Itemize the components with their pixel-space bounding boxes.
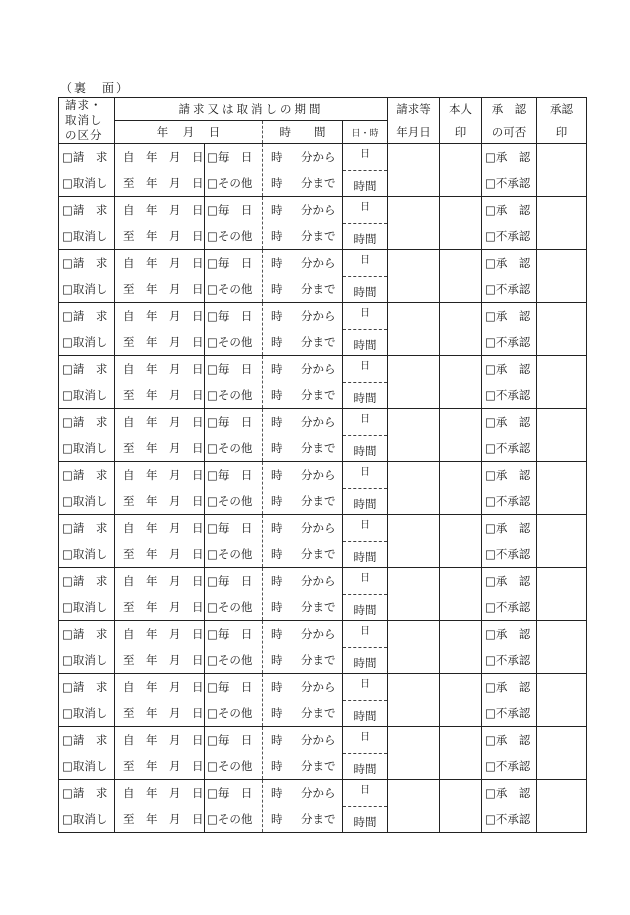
frequency-cell xyxy=(205,144,263,197)
request-date-cell[interactable] xyxy=(388,727,440,780)
frequency-cell xyxy=(205,515,263,568)
other-checkbox[interactable]: □その他 xyxy=(207,282,253,296)
request-date-header-top: 請求等 xyxy=(388,98,440,121)
kubun-cell xyxy=(59,144,115,197)
time-range-cell[interactable]: 時 分から 時 分まで xyxy=(263,780,343,833)
request-row xyxy=(59,356,587,409)
disapprove-checkbox[interactable]: □不承認 xyxy=(485,600,531,614)
request-row xyxy=(59,515,587,568)
request-row xyxy=(59,197,587,250)
approval-seal-cell[interactable] xyxy=(537,303,587,356)
approve-checkbox[interactable]: □承 認 xyxy=(485,733,531,747)
cancel-checkbox[interactable]: □取消し xyxy=(62,388,108,402)
date-range-cell[interactable]: 自 年 月 日 至 年 月 日 xyxy=(115,197,205,250)
request-date-cell[interactable] xyxy=(388,303,440,356)
approval-cell xyxy=(482,462,537,515)
disapprove-checkbox[interactable]: □不承認 xyxy=(485,282,531,296)
seal-cell[interactable] xyxy=(440,303,482,356)
approval-header-bottom: の可否 xyxy=(482,121,537,144)
time-range-cell[interactable]: 時 分から 時 分まで xyxy=(263,303,343,356)
seal-cell[interactable] xyxy=(440,462,482,515)
kubun-cell xyxy=(59,515,115,568)
frequency-cell xyxy=(205,356,263,409)
kubun-cell xyxy=(59,462,115,515)
duration-cell[interactable]: 日 時間 xyxy=(343,144,388,197)
request-row xyxy=(59,674,587,727)
frequency-cell xyxy=(205,674,263,727)
disapprove-checkbox[interactable]: □不承認 xyxy=(485,335,531,349)
daily-checkbox[interactable]: □毎 日 xyxy=(207,309,253,323)
date-range-cell[interactable]: 自 年 月 日 至 年 月 日 xyxy=(115,303,205,356)
approval-seal-cell[interactable] xyxy=(537,144,587,197)
disapprove-checkbox[interactable]: □不承認 xyxy=(485,547,531,561)
request-checkbox[interactable]: □請 求 xyxy=(62,680,108,694)
kubun-header: 請求・ 取消し の区分 xyxy=(59,98,115,144)
day-time-header: 日・時 xyxy=(343,121,388,144)
cancel-checkbox[interactable]: □取消し xyxy=(62,441,108,455)
disapprove-checkbox[interactable]: □不承認 xyxy=(485,759,531,773)
request-date-header-bottom: 年月日 xyxy=(388,121,440,144)
time-range-cell[interactable]: 時 分から 時 分まで xyxy=(263,727,343,780)
approve-checkbox[interactable]: □承 認 xyxy=(485,256,531,270)
duration-cell[interactable]: 日 時間 xyxy=(343,515,388,568)
frequency-cell xyxy=(205,780,263,833)
time-range-cell[interactable]: 時 分から 時 分まで xyxy=(263,409,343,462)
seal-cell[interactable] xyxy=(440,621,482,674)
cancel-checkbox[interactable]: □取消し xyxy=(62,282,108,296)
seal-cell[interactable] xyxy=(440,250,482,303)
duration-cell[interactable]: 日 時間 xyxy=(343,303,388,356)
date-range-cell[interactable]: 自 年 月 日 至 年 月 日 xyxy=(115,462,205,515)
approval-cell xyxy=(482,356,537,409)
approve-checkbox[interactable]: □承 認 xyxy=(485,627,531,641)
frequency-cell xyxy=(205,568,263,621)
other-checkbox[interactable]: □その他 xyxy=(207,547,253,561)
approval-cell xyxy=(482,409,537,462)
request-checkbox[interactable]: □請 求 xyxy=(62,521,108,535)
ymd-header: 年 月 日 xyxy=(115,121,263,144)
request-date-cell[interactable] xyxy=(388,568,440,621)
daily-checkbox[interactable]: □毎 日 xyxy=(207,521,253,535)
duration-cell[interactable]: 日 時間 xyxy=(343,197,388,250)
frequency-cell xyxy=(205,409,263,462)
header-row-2 xyxy=(59,121,587,144)
seal-cell[interactable] xyxy=(440,356,482,409)
seal-cell[interactable] xyxy=(440,409,482,462)
request-checkbox[interactable]: □請 求 xyxy=(62,256,108,270)
other-checkbox[interactable]: □その他 xyxy=(207,759,253,773)
date-range-cell[interactable]: 自 年 月 日 至 年 月 日 xyxy=(115,250,205,303)
kubun-cell xyxy=(59,197,115,250)
request-row xyxy=(59,250,587,303)
cancel-checkbox[interactable]: □取消し xyxy=(62,600,108,614)
date-range-cell[interactable]: 自 年 月 日 至 年 月 日 xyxy=(115,621,205,674)
other-checkbox[interactable]: □その他 xyxy=(207,229,253,243)
request-date-cell[interactable] xyxy=(388,409,440,462)
duration-cell[interactable]: 日 時間 xyxy=(343,356,388,409)
approval-cell xyxy=(482,250,537,303)
date-range-cell[interactable]: 自 年 月 日 至 年 月 日 xyxy=(115,568,205,621)
page-caption: （裏 面） xyxy=(60,81,131,95)
approval-seal-cell[interactable] xyxy=(537,356,587,409)
date-range-cell[interactable]: 自 年 月 日 至 年 月 日 xyxy=(115,727,205,780)
request-checkbox[interactable]: □請 求 xyxy=(62,150,108,164)
time-range-cell[interactable]: 時 分から 時 分まで xyxy=(263,462,343,515)
date-range-cell[interactable]: 自 年 月 日 至 年 月 日 xyxy=(115,409,205,462)
frequency-cell xyxy=(205,727,263,780)
period-header: 請求又は取消しの期間 xyxy=(115,98,388,121)
approval-cell xyxy=(482,568,537,621)
request-date-cell[interactable] xyxy=(388,197,440,250)
header-row-1 xyxy=(59,98,587,121)
time-range-cell[interactable]: 時 分から 時 分まで xyxy=(263,515,343,568)
request-checkbox[interactable]: □請 求 xyxy=(62,415,108,429)
approval-cell xyxy=(482,303,537,356)
kubun-cell xyxy=(59,250,115,303)
date-range-cell[interactable]: 自 年 月 日 至 年 月 日 xyxy=(115,144,205,197)
daily-checkbox[interactable]: □毎 日 xyxy=(207,150,253,164)
other-checkbox[interactable]: □その他 xyxy=(207,812,253,826)
approval-cell xyxy=(482,197,537,250)
approval-cell xyxy=(482,515,537,568)
request-date-cell[interactable] xyxy=(388,250,440,303)
disapprove-checkbox[interactable]: □不承認 xyxy=(485,441,531,455)
duration-cell[interactable]: 日 時間 xyxy=(343,409,388,462)
date-range-cell[interactable]: 自 年 月 日 至 年 月 日 xyxy=(115,780,205,833)
disapprove-checkbox[interactable]: □不承認 xyxy=(485,229,531,243)
approve-checkbox[interactable]: □承 認 xyxy=(485,309,531,323)
approval-seal-header-top: 承認 xyxy=(537,98,587,121)
date-range-cell[interactable]: 自 年 月 日 至 年 月 日 xyxy=(115,674,205,727)
daily-checkbox[interactable]: □毎 日 xyxy=(207,733,253,747)
duration-cell[interactable]: 日 時間 xyxy=(343,250,388,303)
request-row xyxy=(59,409,587,462)
request-checkbox[interactable]: □請 求 xyxy=(62,786,108,800)
kubun-cell xyxy=(59,621,115,674)
other-checkbox[interactable]: □その他 xyxy=(207,494,253,508)
cancel-checkbox[interactable]: □取消し xyxy=(62,759,108,773)
kubun-cell xyxy=(59,409,115,462)
seal-header-bottom: 印 xyxy=(440,121,482,144)
daily-checkbox[interactable]: □毎 日 xyxy=(207,627,253,641)
time-range-cell[interactable]: 時 分から 時 分まで xyxy=(263,674,343,727)
request-row xyxy=(59,727,587,780)
request-date-cell[interactable] xyxy=(388,356,440,409)
request-date-cell[interactable] xyxy=(388,621,440,674)
daily-checkbox[interactable]: □毎 日 xyxy=(207,256,253,270)
time-range-cell[interactable]: 時 分から 時 分まで xyxy=(263,250,343,303)
request-date-cell[interactable] xyxy=(388,780,440,833)
approval-seal-cell[interactable] xyxy=(537,409,587,462)
frequency-cell xyxy=(205,197,263,250)
time-range-cell[interactable]: 時 分から 時 分まで xyxy=(263,568,343,621)
request-row xyxy=(59,144,587,197)
request-form-table xyxy=(58,97,587,833)
other-checkbox[interactable]: □その他 xyxy=(207,335,253,349)
request-checkbox[interactable]: □請 求 xyxy=(62,627,108,641)
request-checkbox[interactable]: □請 求 xyxy=(62,468,108,482)
approval-header-top: 承 認 xyxy=(482,98,537,121)
daily-checkbox[interactable]: □毎 日 xyxy=(207,362,253,376)
request-row xyxy=(59,780,587,833)
request-row xyxy=(59,462,587,515)
kubun-cell xyxy=(59,727,115,780)
time-range-cell[interactable]: 時 分から 時 分まで xyxy=(263,621,343,674)
seal-cell[interactable] xyxy=(440,197,482,250)
other-checkbox[interactable]: □その他 xyxy=(207,176,253,190)
approve-checkbox[interactable]: □承 認 xyxy=(485,680,531,694)
other-checkbox[interactable]: □その他 xyxy=(207,653,253,667)
time-range-cell[interactable]: 時 分から 時 分まで xyxy=(263,197,343,250)
cancel-checkbox[interactable]: □取消し xyxy=(62,706,108,720)
daily-checkbox[interactable]: □毎 日 xyxy=(207,680,253,694)
other-checkbox[interactable]: □その他 xyxy=(207,706,253,720)
approval-seal-cell[interactable] xyxy=(537,780,587,833)
cancel-checkbox[interactable]: □取消し xyxy=(62,229,108,243)
disapprove-checkbox[interactable]: □不承認 xyxy=(485,494,531,508)
request-date-cell[interactable] xyxy=(388,515,440,568)
daily-checkbox[interactable]: □毎 日 xyxy=(207,203,253,217)
approve-checkbox[interactable]: □承 認 xyxy=(485,468,531,482)
duration-cell[interactable]: 日 時間 xyxy=(343,780,388,833)
seal-header-top: 本人 xyxy=(440,98,482,121)
request-checkbox[interactable]: □請 求 xyxy=(62,362,108,376)
approve-checkbox[interactable]: □承 認 xyxy=(485,415,531,429)
time-header: 時 間 xyxy=(263,121,343,144)
cancel-checkbox[interactable]: □取消し xyxy=(62,176,108,190)
approve-checkbox[interactable]: □承 認 xyxy=(485,521,531,535)
request-checkbox[interactable]: □請 求 xyxy=(62,574,108,588)
frequency-cell xyxy=(205,303,263,356)
date-range-cell[interactable]: 自 年 月 日 至 年 月 日 xyxy=(115,356,205,409)
date-range-cell[interactable]: 自 年 月 日 至 年 月 日 xyxy=(115,515,205,568)
request-row xyxy=(59,621,587,674)
other-checkbox[interactable]: □その他 xyxy=(207,441,253,455)
approval-cell xyxy=(482,727,537,780)
request-date-cell[interactable] xyxy=(388,674,440,727)
approval-seal-cell[interactable] xyxy=(537,250,587,303)
request-date-cell[interactable] xyxy=(388,144,440,197)
cancel-checkbox[interactable]: □取消し xyxy=(62,812,108,826)
approval-seal-cell[interactable] xyxy=(537,621,587,674)
request-checkbox[interactable]: □請 求 xyxy=(62,309,108,323)
approval-seal-cell[interactable] xyxy=(537,568,587,621)
duration-cell[interactable]: 日 時間 xyxy=(343,727,388,780)
duration-cell[interactable]: 日 時間 xyxy=(343,674,388,727)
kubun-cell xyxy=(59,356,115,409)
duration-cell[interactable]: 日 時間 xyxy=(343,462,388,515)
cancel-checkbox[interactable]: □取消し xyxy=(62,653,108,667)
approval-cell xyxy=(482,674,537,727)
request-row xyxy=(59,303,587,356)
approve-checkbox[interactable]: □承 認 xyxy=(485,786,531,800)
disapprove-checkbox[interactable]: □不承認 xyxy=(485,176,531,190)
other-checkbox[interactable]: □その他 xyxy=(207,388,253,402)
seal-cell[interactable] xyxy=(440,515,482,568)
request-row xyxy=(59,568,587,621)
disapprove-checkbox[interactable]: □不承認 xyxy=(485,653,531,667)
approval-cell xyxy=(482,780,537,833)
disapprove-checkbox[interactable]: □不承認 xyxy=(485,812,531,826)
request-date-cell[interactable] xyxy=(388,462,440,515)
disapprove-checkbox[interactable]: □不承認 xyxy=(485,706,531,720)
approve-checkbox[interactable]: □承 認 xyxy=(485,574,531,588)
seal-cell[interactable] xyxy=(440,568,482,621)
cancel-checkbox[interactable]: □取消し xyxy=(62,335,108,349)
kubun-cell xyxy=(59,674,115,727)
kubun-cell xyxy=(59,780,115,833)
time-range-cell[interactable]: 時 分から 時 分まで xyxy=(263,356,343,409)
frequency-cell xyxy=(205,250,263,303)
request-checkbox[interactable]: □請 求 xyxy=(62,203,108,217)
approval-seal-cell[interactable] xyxy=(537,197,587,250)
kubun-cell xyxy=(59,568,115,621)
duration-cell[interactable]: 日 時間 xyxy=(343,621,388,674)
approve-checkbox[interactable]: □承 認 xyxy=(485,150,531,164)
other-checkbox[interactable]: □その他 xyxy=(207,600,253,614)
approval-cell xyxy=(482,621,537,674)
approval-seal-cell[interactable] xyxy=(537,674,587,727)
approval-seal-header-bottom: 印 xyxy=(537,121,587,144)
approval-seal-cell[interactable] xyxy=(537,515,587,568)
daily-checkbox[interactable]: □毎 日 xyxy=(207,574,253,588)
approval-seal-cell[interactable] xyxy=(537,462,587,515)
disapprove-checkbox[interactable]: □不承認 xyxy=(485,388,531,402)
seal-cell[interactable] xyxy=(440,780,482,833)
request-checkbox[interactable]: □請 求 xyxy=(62,733,108,747)
cancel-checkbox[interactable]: □取消し xyxy=(62,547,108,561)
approval-cell xyxy=(482,144,537,197)
seal-cell[interactable] xyxy=(440,727,482,780)
duration-cell[interactable]: 日 時間 xyxy=(343,568,388,621)
daily-checkbox[interactable]: □毎 日 xyxy=(207,786,253,800)
approval-seal-cell[interactable] xyxy=(537,727,587,780)
seal-cell[interactable] xyxy=(440,144,482,197)
daily-checkbox[interactable]: □毎 日 xyxy=(207,415,253,429)
frequency-cell xyxy=(205,462,263,515)
daily-checkbox[interactable]: □毎 日 xyxy=(207,468,253,482)
frequency-cell xyxy=(205,621,263,674)
approve-checkbox[interactable]: □承 認 xyxy=(485,203,531,217)
cancel-checkbox[interactable]: □取消し xyxy=(62,494,108,508)
seal-cell[interactable] xyxy=(440,674,482,727)
kubun-cell xyxy=(59,303,115,356)
approve-checkbox[interactable]: □承 認 xyxy=(485,362,531,376)
time-range-cell[interactable]: 時 分から 時 分まで xyxy=(263,144,343,197)
